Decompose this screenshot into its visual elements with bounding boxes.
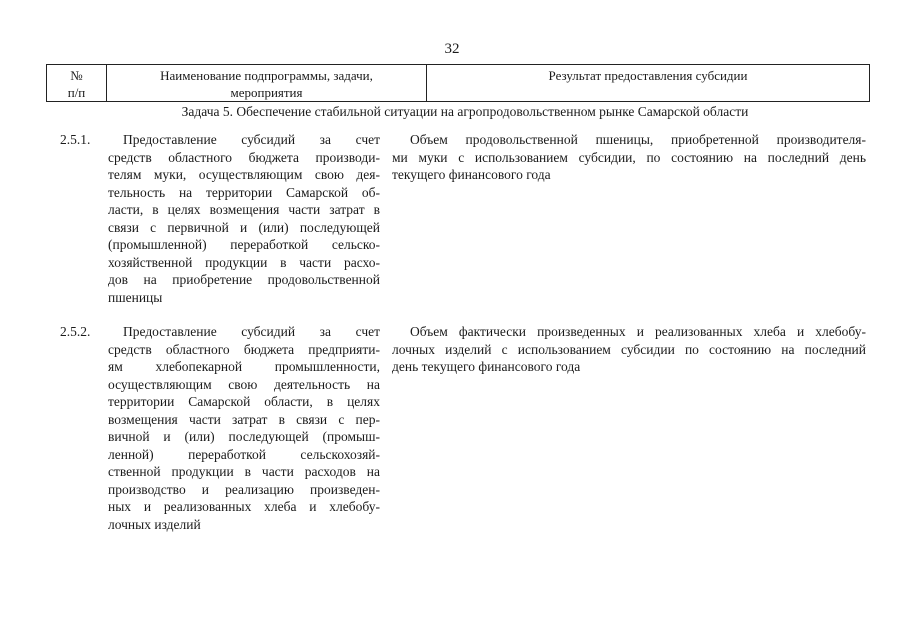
header-cell-number (47, 65, 107, 101)
header-cell-result (427, 65, 869, 101)
row-name-line: (промышленной) переработкой сельско- (108, 237, 380, 252)
header-number-line-2: п/п (67, 85, 86, 100)
row-name-line: территории Самарской области, в целях (108, 394, 380, 409)
row-name-line: пшеницы (108, 289, 163, 305)
row-name-line: тельность на территории Самарской об- (108, 184, 380, 200)
row-number: 2.5.1. (60, 132, 91, 147)
row-number: 2.5.2. (60, 324, 91, 339)
row-name-line: ственной продукции в части расходов на (108, 464, 380, 479)
row-name-line: ных и реализованных хлеба и хлебобу- (108, 499, 380, 514)
row-name-line: вичной и (или) последующей (промыш- (108, 429, 380, 444)
row-name-line: лочных изделий (108, 516, 201, 532)
row-result-cell (392, 131, 866, 184)
header-name-line-2: мероприятия (230, 85, 303, 100)
header-number-line-1: № (70, 68, 83, 83)
row-name-line: Предоставление субсидий за счет (123, 324, 380, 339)
row-name-line: возмещения части затрат в связи с пер- (108, 411, 380, 427)
row-result-line: ми муки с использованием субсидии, по состоянию на последний день (392, 149, 866, 165)
row-name-line: телям муки, осуществляющим свою дея- (108, 167, 380, 182)
row-name-cell (108, 323, 380, 533)
row-name-cell (108, 131, 380, 306)
row-result-line: день текущего финансового года (392, 359, 581, 374)
row-name-line: осуществляющим свою деятельность на (108, 376, 380, 392)
row-name-line: хозяйственной продукции в части расхо- (108, 254, 380, 270)
row-name-line: средств областного бюджета производи- (108, 149, 380, 165)
row-result-line: Объем продовольственной пшеницы, приобретенной производителя- (410, 132, 866, 147)
row-name-line: Предоставление субсидий за счет (123, 132, 380, 147)
table-header (46, 64, 870, 102)
row-name-line: дов на приобретение продовольственной (108, 272, 380, 287)
row-result-line: лочных изделий с использованием субсидии по состоянию на последний (392, 341, 866, 357)
header-result-label: Результат предоставления субсидии (548, 68, 748, 83)
row-name-line: ям хлебопекарной промышленности, (108, 359, 380, 374)
row-name-line: ленной) переработкой сельскохозяй- (108, 446, 380, 462)
row-name-line: связи с первичной и (или) последующей (108, 219, 380, 235)
row-name-line: средств областного бюджета предприяти- (108, 341, 380, 357)
header-cell-name (107, 65, 427, 101)
header-name-line-1: Наименование подпрограммы, задачи, (160, 68, 373, 83)
row-name-line: ласти, в целях возмещения части затрат в (108, 202, 380, 217)
row-result-line: текущего финансового года (392, 167, 551, 182)
row-result-cell (392, 323, 866, 376)
page-number: 32 (444, 41, 460, 57)
task-heading: Задача 5. Обеспечение стабильной ситуации на агропродовольственном рынке Самарской области (181, 104, 749, 119)
row-name-line: производство и реализацию произведен- (108, 481, 380, 497)
row-result-line: Объем фактически произведенных и реализованных хлеба и хлебобу- (410, 324, 866, 339)
